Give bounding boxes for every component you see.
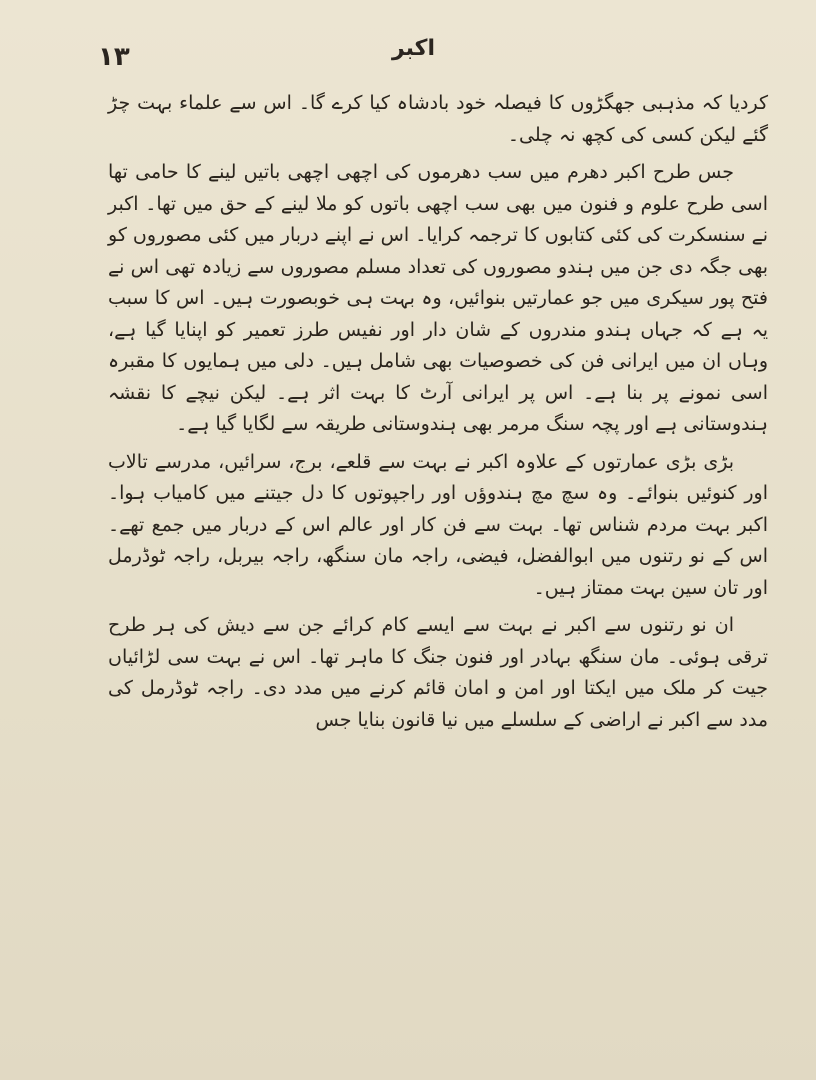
body-text: [108, 88, 768, 736]
running-title: اکبر: [392, 36, 436, 61]
paragraph: ان نو رتنوں سے اکبر نے بہت سے ایسے کام کرائے جن سے دیش کی ہر طرح ترقی ہوئی۔ مان سنگھ بہادر اور فنون جنگ کا ماہر تھا۔ اس نے بہت سی لڑائیاں جیت کر ملک میں ایکتا اور امن و امان قائم کرنے میں مدد دی۔ راجہ ٹوڈرمل کی مدد سے اکبر نے اراضی کے سلسلے میں نیا قانون بنایا جس: [108, 614, 768, 731]
paragraph: کردیا کہ مذہبی جھگڑوں کا فیصلہ خود بادشاہ کیا کرے گا۔ اس سے علماء بہت چڑ گئے لیکن کسی کی کچھ نہ چلی۔: [108, 92, 768, 146]
page-header: [0, 28, 816, 78]
page-number: ١٣: [98, 42, 130, 72]
paragraph: بڑی بڑی عمارتوں کے علاوہ اکبر نے بہت سے قلعے، برج، سرائیں، مدرسے تالاب اور کنوئیں بنوائے۔ وہ سچ مچ ہندوؤں اور راجپوتوں کا دل جیتنے میں کامیاب ہوا۔ اکبر بہت مردم شناس تھا۔ بہت سے فن کار اور عالم اس کے دربار میں جمع تھے۔ اس کے نو رتنوں میں ابوالفضل، فیضی، راجہ مان سنگھ، راجہ بیربل، راجہ ٹوڈرمل اور تان سین بہت ممتاز ہیں۔: [108, 450, 768, 599]
paragraph: جس طرح اکبر دھرم میں سب دھرموں کی اچھی اچھی باتیں لینے کا حامی تھا اسی طرح علوم و فنون میں بھی سب اچھی باتوں کو ملا لینے کے حق میں تھا۔ اکبر نے سنسکرت کی کئی کتابوں کا ترجمہ کرایا۔ اس نے اپنے دربار میں کئی مصوروں کو بھی جگہ دی جن میں ہندو مصوروں کی تعداد مسلم مصوروں سے زیادہ تھی اس نے فتح پور سیکری میں جو عمارتیں بنوائیں، وہ بہت ہی خوبصورت ہیں۔ اس کا سبب یہ ہے کہ جہاں ہندو مندروں کے شان دار اور نفیس طرز تعمیر کو اپنایا گیا ہے، وہاں ان میں ایرانی فن کی خصوصیات بھی شامل ہیں۔ دلی میں ہمایوں کا مقبرہ اسی نمونے پر بنا ہے۔ اس پر ایرانی آرٹ کا بہت اثر ہے۔ لیکن نیچے کا نقشہ ہندوستانی ہے اور پچہ سنگ مرمر بھی ہندوستانی طریقہ سے لگایا گیا ہے۔: [108, 161, 768, 435]
